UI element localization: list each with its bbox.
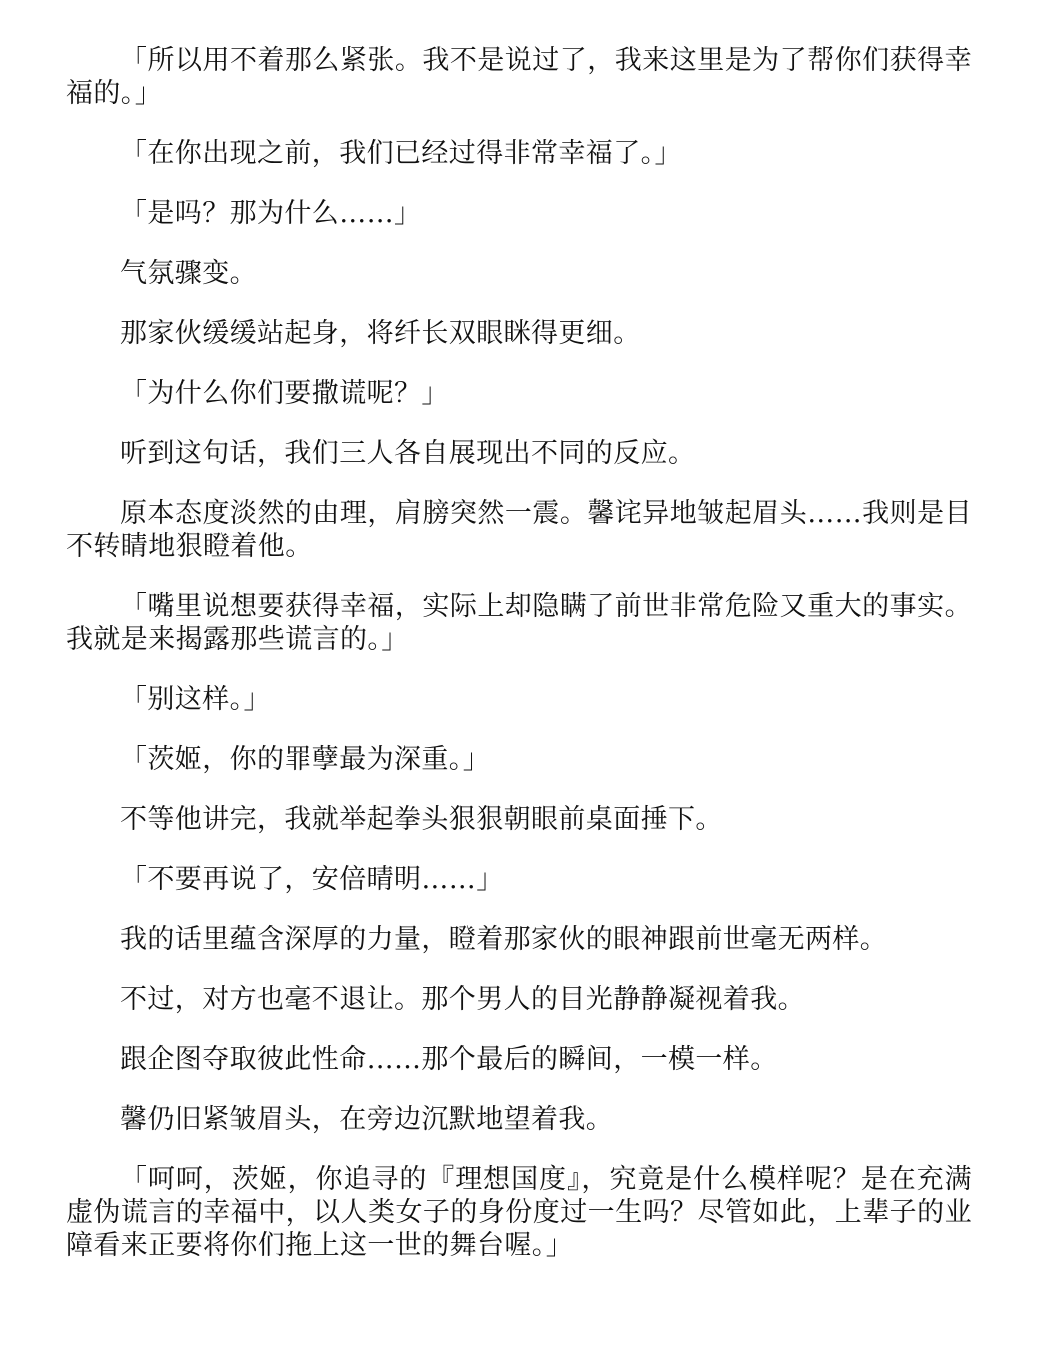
paragraph-4: 气氛骤变。 xyxy=(120,258,257,289)
paragraph-13: 「不要再说了，安倍晴明……」 xyxy=(120,864,504,895)
paragraph-8: 原本态度淡然的由理，肩膀突然一震。馨诧异地皱起眉头……我则是目不转睛地狠瞪着他。 xyxy=(66,498,972,562)
paragraph-15: 不过，对方也毫不退让。那个男人的目光静静凝视着我。 xyxy=(120,984,805,1015)
paragraph-11: 「茨姬，你的罪孽最为深重。」 xyxy=(120,744,491,775)
paragraph-6: 「为什么你们要撒谎呢？」 xyxy=(120,378,449,409)
paragraph-3: 「是吗？那为什么……」 xyxy=(120,198,422,229)
paragraph-10: 「别这样。」 xyxy=(120,684,271,715)
paragraph-17: 馨仍旧紧皱眉头，在旁边沉默地望着我。 xyxy=(120,1104,614,1135)
paragraph-16: 跟企图夺取彼此性命……那个最后的瞬间，一模一样。 xyxy=(120,1044,778,1075)
document-body xyxy=(66,44,972,1289)
paragraph-5: 那家伙缓缓站起身，将纤长双眼眯得更细。 xyxy=(120,318,641,349)
paragraph-14: 我的话里蕴含深厚的力量，瞪着那家伙的眼神跟前世毫无两样。 xyxy=(120,924,888,955)
paragraph-1: 「所以用不着那么紧张。我不是说过了，我来这里是为了帮你们获得幸福的。」 xyxy=(66,45,972,109)
paragraph-18: 「呵呵，茨姬，你追寻的『理想国度』，究竟是什么模样呢？是在充满虚伪谎言的幸福中，以人类女子的身份度过一生吗？尽管如此，上辈子的业障看来正要将你们拖上这一世的舞台喔。」 xyxy=(66,1164,972,1261)
paragraph-7: 听到这句话，我们三人各自展现出不同的反应。 xyxy=(120,438,696,469)
paragraph-2: 「在你出现之前，我们已经过得非常幸福了。」 xyxy=(120,138,682,169)
paragraph-12: 不等他讲完，我就举起拳头狠狠朝眼前桌面捶下。 xyxy=(120,804,723,835)
paragraph-9: 「嘴里说想要获得幸福，实际上却隐瞒了前世非常危险又重大的事实。我就是来揭露那些谎言的。」 xyxy=(66,591,972,655)
